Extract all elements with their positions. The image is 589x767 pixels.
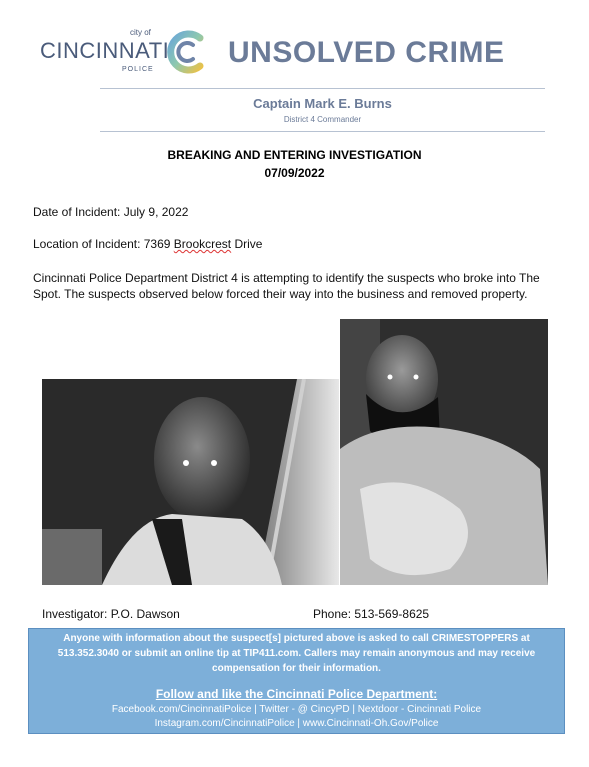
suspect-1-image [42,379,339,585]
page-title: UNSOLVED CRIME [228,36,505,69]
divider-top [100,88,545,89]
location-of-incident [33,237,262,251]
logo-dept: POLICE [122,66,154,73]
commander-title: District 4 Commander [283,115,362,124]
cincinnati-police-logo [40,28,210,78]
callout-message: Anyone with information about the suspect[s] pictured above is asked to call CRIMESTOPPERS at 513.352.3040 or submit an online tip at TIP411.com. Callers may remain anonymous and may receive compensation for their information. [57,633,536,674]
social-links-2: Instagram.com/CincinnatiPolice | www.Cincinnati-Oh.Gov/Police [154,718,439,729]
incident-description: Cincinnati Police Department District 4 is attempting to identify the suspects who broke into The Spot. The suspects observed below forced their way into the business and removed property. [33,271,540,301]
location-label: Location of Incident: 7369 [33,237,174,251]
report-heading: BREAKING AND ENTERING INVESTIGATION [167,148,422,162]
logo-city-name: CINCINNATI [40,38,170,63]
report-date: 07/09/2022 [264,166,325,180]
logo-c-mark-icon [162,28,208,76]
date-of-incident: Date of Incident: July 9, 2022 [33,205,189,219]
investigator-label: Investigator: P.O. Dawson [42,607,180,621]
follow-heading: Follow and like the Cincinnati Police Department: [155,687,438,701]
crimestoppers-callout [28,628,565,734]
suspect-photo-2 [340,319,548,585]
logo-city-of: city of [130,28,151,37]
suspect-2-image [340,319,548,585]
suspect-photo-1 [42,379,339,585]
location-street: Brookcrest [173,237,232,251]
location-suffix: Drive [231,237,263,251]
captain-name: Captain Mark E. Burns [253,96,392,111]
phone-label: Phone: 513-569-8625 [313,607,430,621]
social-links-1: Facebook.com/CincinnatiPolice | Twitter - @ CincyPD | Nextdoor - Cincinnati Police [111,704,482,715]
divider-bottom [100,131,545,132]
